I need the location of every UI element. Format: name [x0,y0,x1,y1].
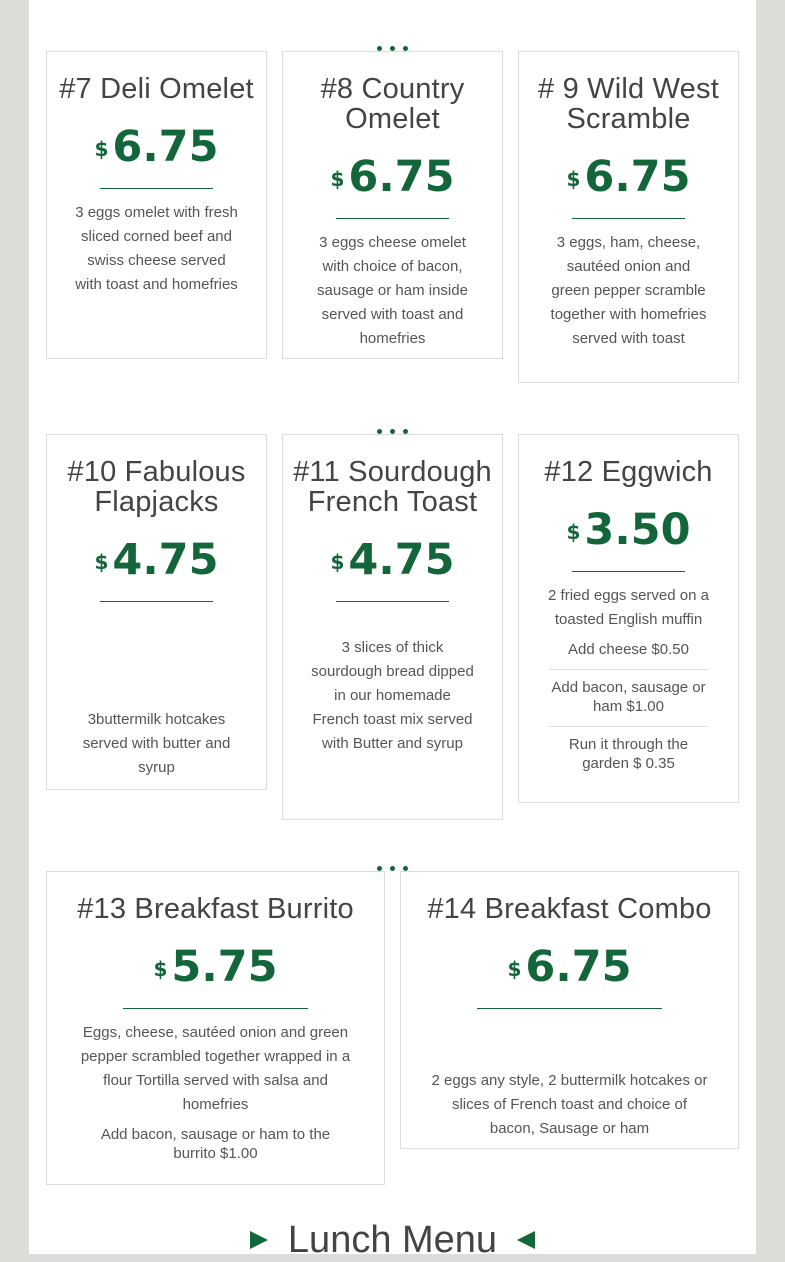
divider-rule [100,188,213,189]
menu-card-10 [46,434,267,790]
currency-symbol: $ [153,957,168,981]
menu-card-7 [46,51,267,359]
addon-option: Add bacon, sausage or ham $1.00 [549,670,708,727]
item-price [283,537,502,583]
divider-rule [336,601,449,602]
currency-symbol: $ [507,957,522,981]
item-description: 3 eggs cheese omelet with choice of bacon, sausage or ham inside served with toast and homefries [317,234,468,347]
currency-symbol: $ [566,167,581,191]
price-value: 6.75 [525,942,632,992]
menu-card-8 [282,51,503,359]
price-value: 6.75 [112,122,219,172]
section-title: Lunch Menu [287,1219,498,1261]
price-value: 4.75 [348,535,455,585]
menu-card-13 [46,871,385,1185]
item-description: 2 eggs any style, 2 buttermilk hotcakes or slices of French toast and choice of bacon, Sausage or ham [431,1072,708,1137]
item-price [519,507,738,553]
item-price [401,944,738,990]
section-divider-dots [29,38,756,50]
item-description: 3 slices of thick sourdough bread dipped in our homemade French toast mix served with Butter and syrup [311,639,474,752]
menu-card-14 [400,871,739,1149]
play-arrow-right-icon [250,1231,268,1249]
addon-option: Add bacon, sausage or ham to the burrito $1.00 [100,1126,331,1162]
item-title: #14 Breakfast Combo [427,893,712,925]
divider-rule [572,218,685,219]
item-description: 3 eggs omelet with fresh sliced corned beef and swiss cheese served with toast and homefries [75,204,238,293]
section-divider-dots [29,421,756,433]
divider-rule [100,601,213,602]
menu-card-9 [518,51,739,383]
divider-rule [477,1008,662,1009]
menu-card-12 [518,434,739,803]
divider-rule [336,218,449,219]
currency-symbol: $ [330,167,345,191]
item-price [283,154,502,200]
item-title: # 9 Wild West Scramble [538,73,719,135]
item-description: Eggs, cheese, sautéed onion and green pepper scrambled together wrapped in a flour Tortilla served with salsa and homefries [80,1024,351,1113]
price-value: 3.50 [584,505,691,555]
addon-option: Add cheese $0.50 [549,632,708,670]
play-arrow-left-icon [517,1231,535,1249]
divider-rule [123,1008,308,1009]
menu-card-11 [282,434,503,820]
section-divider-dots [29,858,756,870]
item-title: #12 Eggwich [544,456,713,488]
menu-page [29,0,756,1261]
item-title: #13 Breakfast Burrito [77,893,354,925]
item-price [519,154,738,200]
currency-symbol: $ [566,520,581,544]
price-value: 4.75 [112,535,219,585]
item-description: 3buttermilk hotcakes served with butter and syrup [82,711,231,776]
price-value: 5.75 [171,942,278,992]
item-description: 2 fried eggs served on a toasted English muffin [548,587,709,628]
item-price [47,124,266,170]
currency-symbol: $ [94,137,109,161]
divider-rule [572,571,685,572]
price-value: 6.75 [348,152,455,202]
addon-option: Run it through the garden $ 0.35 [568,736,689,772]
currency-symbol: $ [94,550,109,574]
item-title: #11 Sourdough French Toast [293,456,492,518]
price-value: 6.75 [584,152,691,202]
item-title: #8 Country Omelet [320,73,465,135]
lunch-menu-heading[interactable] [29,1218,756,1262]
item-description: 3 eggs, ham, cheese, sautéed onion and green pepper scramble together with homefries served with toast [550,234,707,347]
item-price [47,944,384,990]
item-title: #7 Deli Omelet [59,73,254,105]
item-title: #10 Fabulous Flapjacks [67,456,246,518]
item-price [47,537,266,583]
currency-symbol: $ [330,550,345,574]
